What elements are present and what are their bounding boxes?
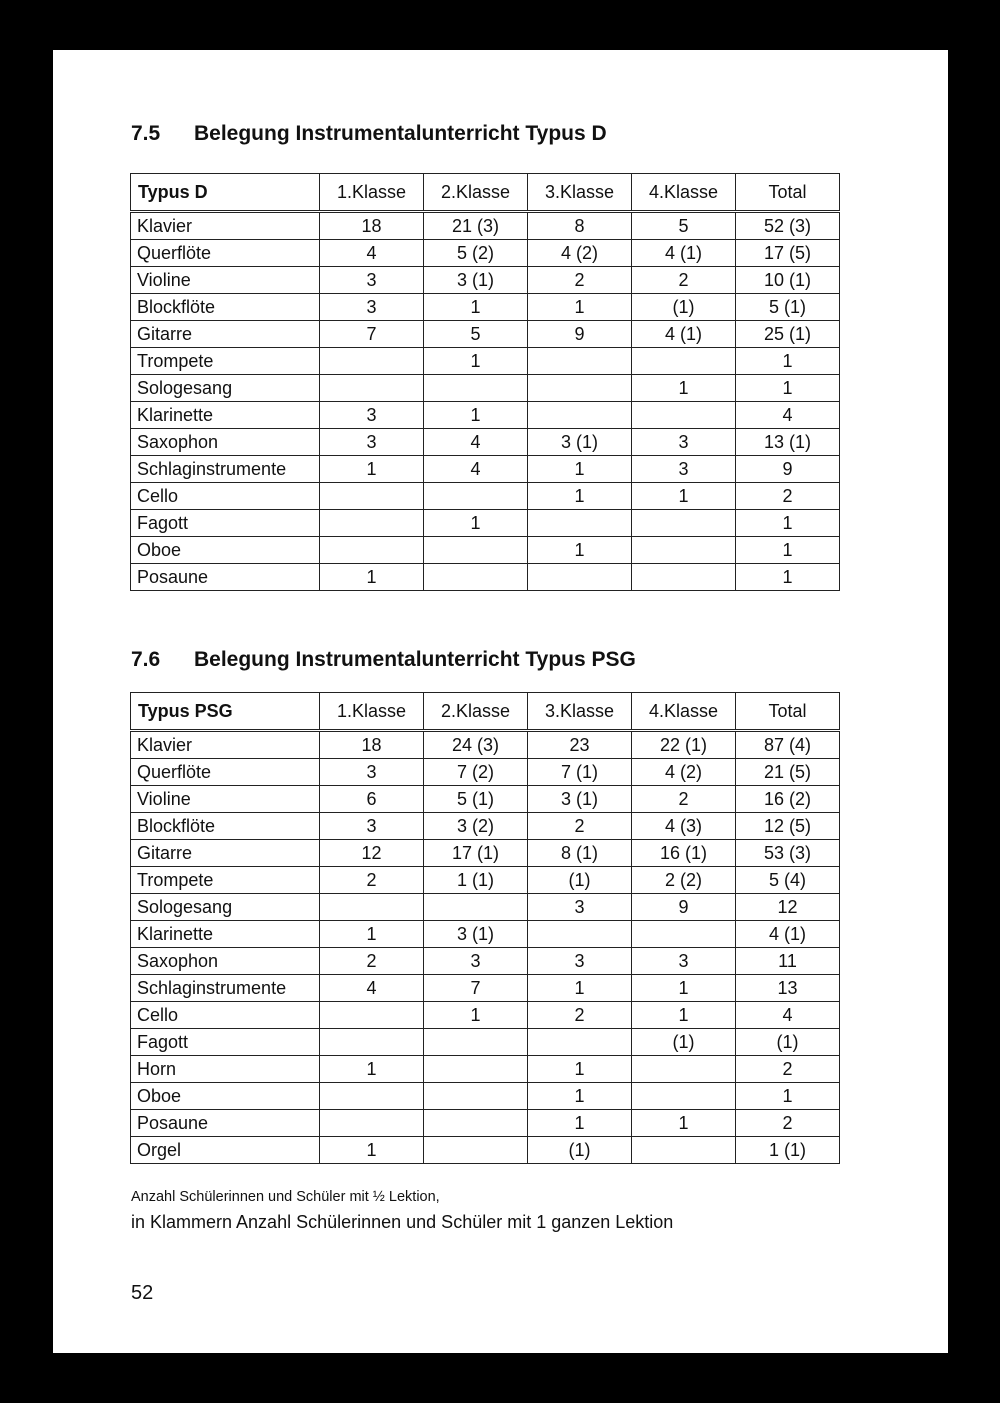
count-cell: 5 (4) xyxy=(736,867,840,894)
count-cell xyxy=(632,564,736,591)
count-cell: 1 xyxy=(736,537,840,564)
section-heading-7-5 xyxy=(131,122,607,146)
count-cell: 7 xyxy=(424,975,528,1002)
instrument-name-cell: Klarinette xyxy=(131,402,320,429)
section-title: Belegung Instrumentalunterricht Typus PSG xyxy=(194,648,636,671)
count-cell: 3 xyxy=(528,894,632,921)
count-cell: 16 (1) xyxy=(632,840,736,867)
count-cell: 12 (5) xyxy=(736,813,840,840)
column-header: 4.Klasse xyxy=(632,693,736,731)
table-row xyxy=(131,894,840,921)
count-cell xyxy=(320,1083,424,1110)
count-cell: 4 xyxy=(320,975,424,1002)
instrument-name-cell: Posaune xyxy=(131,1110,320,1137)
count-cell: 4 (2) xyxy=(632,759,736,786)
table-row xyxy=(131,1083,840,1110)
count-cell xyxy=(424,1056,528,1083)
table-row xyxy=(131,975,840,1002)
count-cell: 3 xyxy=(320,759,424,786)
count-cell: 7 xyxy=(320,321,424,348)
column-header: 1.Klasse xyxy=(320,693,424,731)
count-cell: 3 (1) xyxy=(424,921,528,948)
table-row xyxy=(131,813,840,840)
count-cell xyxy=(424,564,528,591)
count-cell: 3 (2) xyxy=(424,813,528,840)
count-cell: 6 xyxy=(320,786,424,813)
count-cell xyxy=(424,375,528,402)
instrument-name-cell: Trompete xyxy=(131,348,320,375)
count-cell: 5 (1) xyxy=(736,294,840,321)
count-cell xyxy=(424,1110,528,1137)
count-cell: 1 xyxy=(528,456,632,483)
count-cell: 22 (1) xyxy=(632,731,736,759)
count-cell: 9 xyxy=(736,456,840,483)
count-cell: 3 xyxy=(632,429,736,456)
section-number: 7.6 xyxy=(131,648,161,671)
count-cell: 2 xyxy=(320,948,424,975)
instrument-name-cell: Orgel xyxy=(131,1137,320,1164)
count-cell: 1 xyxy=(320,1137,424,1164)
count-cell: 2 xyxy=(528,1002,632,1029)
column-header: 3.Klasse xyxy=(528,174,632,212)
count-cell: 3 xyxy=(320,429,424,456)
count-cell: 1 xyxy=(424,402,528,429)
count-cell xyxy=(320,483,424,510)
count-cell: 3 (1) xyxy=(528,786,632,813)
count-cell: 1 xyxy=(528,1110,632,1137)
table-row xyxy=(131,731,840,759)
page-number: 52 xyxy=(131,1282,154,1304)
count-cell: 3 xyxy=(320,813,424,840)
table-row xyxy=(131,402,840,429)
count-cell: (1) xyxy=(632,294,736,321)
count-cell: 4 (2) xyxy=(528,240,632,267)
count-cell: 1 (1) xyxy=(736,1137,840,1164)
count-cell: 2 xyxy=(736,1110,840,1137)
count-cell xyxy=(632,348,736,375)
count-cell xyxy=(632,510,736,537)
column-header: Typus D xyxy=(131,174,320,212)
table-row xyxy=(131,1110,840,1137)
count-cell: 1 xyxy=(632,375,736,402)
count-cell: 18 xyxy=(320,212,424,240)
instrument-name-cell: Querflöte xyxy=(131,759,320,786)
column-header: 3.Klasse xyxy=(528,693,632,731)
table-row xyxy=(131,510,840,537)
count-cell xyxy=(320,510,424,537)
count-cell: 1 xyxy=(320,456,424,483)
count-cell: 1 xyxy=(632,1002,736,1029)
count-cell xyxy=(528,402,632,429)
footnote-full-lesson: in Klammern Anzahl Schülerinnen und Schüler mit 1 ganzen Lektion xyxy=(131,1212,674,1232)
count-cell xyxy=(424,894,528,921)
count-cell: 3 xyxy=(632,456,736,483)
table-row xyxy=(131,537,840,564)
table-row xyxy=(131,456,840,483)
count-cell: (1) xyxy=(736,1029,840,1056)
table-row xyxy=(131,840,840,867)
table-typus-psg xyxy=(130,692,840,1164)
instrument-name-cell: Cello xyxy=(131,483,320,510)
instrument-name-cell: Trompete xyxy=(131,867,320,894)
instrument-name-cell: Posaune xyxy=(131,564,320,591)
instrument-name-cell: Klavier xyxy=(131,731,320,759)
count-cell: 1 xyxy=(528,1056,632,1083)
count-cell: 5 (1) xyxy=(424,786,528,813)
count-cell: 1 xyxy=(320,564,424,591)
document-page xyxy=(53,50,948,1353)
count-cell xyxy=(320,375,424,402)
table-row xyxy=(131,267,840,294)
count-cell xyxy=(632,921,736,948)
column-header: Total xyxy=(736,693,840,731)
instrument-name-cell: Gitarre xyxy=(131,840,320,867)
count-cell: 4 xyxy=(736,402,840,429)
count-cell: 2 xyxy=(736,483,840,510)
count-cell: 2 xyxy=(632,267,736,294)
count-cell xyxy=(632,402,736,429)
table-row xyxy=(131,483,840,510)
table-row xyxy=(131,1029,840,1056)
count-cell: 1 xyxy=(632,483,736,510)
count-cell: 4 (1) xyxy=(632,321,736,348)
count-cell: 52 (3) xyxy=(736,212,840,240)
count-cell xyxy=(320,894,424,921)
section-number: 7.5 xyxy=(131,122,161,145)
count-cell: 21 (5) xyxy=(736,759,840,786)
count-cell: 12 xyxy=(320,840,424,867)
table-row xyxy=(131,375,840,402)
count-cell xyxy=(320,1110,424,1137)
count-cell: 4 xyxy=(320,240,424,267)
table-row xyxy=(131,1056,840,1083)
count-cell xyxy=(424,483,528,510)
count-cell xyxy=(528,564,632,591)
count-cell: 1 xyxy=(632,975,736,1002)
count-cell: 87 (4) xyxy=(736,731,840,759)
count-cell: 3 xyxy=(320,267,424,294)
instrument-name-cell: Schlaginstrumente xyxy=(131,456,320,483)
column-header: 1.Klasse xyxy=(320,174,424,212)
instrument-name-cell: Klarinette xyxy=(131,921,320,948)
table-header-row xyxy=(131,693,840,731)
count-cell xyxy=(528,921,632,948)
count-cell xyxy=(320,1002,424,1029)
instrument-name-cell: Blockflöte xyxy=(131,813,320,840)
table-row xyxy=(131,867,840,894)
count-cell xyxy=(424,537,528,564)
instrument-name-cell: Gitarre xyxy=(131,321,320,348)
count-cell xyxy=(424,1137,528,1164)
count-cell: 10 (1) xyxy=(736,267,840,294)
table-row xyxy=(131,948,840,975)
count-cell: 3 xyxy=(424,948,528,975)
count-cell: 1 xyxy=(320,921,424,948)
instrument-name-cell: Violine xyxy=(131,786,320,813)
instrument-name-cell: Violine xyxy=(131,267,320,294)
table-row xyxy=(131,786,840,813)
table-row xyxy=(131,921,840,948)
count-cell: 1 xyxy=(320,1056,424,1083)
count-cell: 4 xyxy=(736,1002,840,1029)
count-cell: 1 xyxy=(736,510,840,537)
count-cell: 1 xyxy=(528,975,632,1002)
table-row xyxy=(131,212,840,240)
count-cell xyxy=(632,537,736,564)
instrument-name-cell: Saxophon xyxy=(131,429,320,456)
count-cell: 4 (3) xyxy=(632,813,736,840)
count-cell: 5 xyxy=(632,212,736,240)
table-row xyxy=(131,1002,840,1029)
count-cell: 5 (2) xyxy=(424,240,528,267)
count-cell: (1) xyxy=(528,867,632,894)
count-cell: 2 xyxy=(632,786,736,813)
footnote-half-lesson: Anzahl Schülerinnen und Schüler mit ½ Lektion, xyxy=(131,1189,440,1205)
column-header: Total xyxy=(736,174,840,212)
count-cell xyxy=(528,348,632,375)
column-header: 4.Klasse xyxy=(632,174,736,212)
count-cell: 11 xyxy=(736,948,840,975)
count-cell: 13 (1) xyxy=(736,429,840,456)
count-cell: 7 (1) xyxy=(528,759,632,786)
count-cell xyxy=(320,348,424,375)
table-row xyxy=(131,429,840,456)
count-cell: 1 xyxy=(424,294,528,321)
count-cell: 13 xyxy=(736,975,840,1002)
table-row xyxy=(131,564,840,591)
count-cell: (1) xyxy=(528,1137,632,1164)
count-cell xyxy=(528,375,632,402)
count-cell: 7 (2) xyxy=(424,759,528,786)
count-cell: (1) xyxy=(632,1029,736,1056)
table-header-row xyxy=(131,174,840,212)
count-cell: 1 xyxy=(528,483,632,510)
count-cell: 12 xyxy=(736,894,840,921)
count-cell: 3 (1) xyxy=(424,267,528,294)
count-cell: 2 xyxy=(320,867,424,894)
count-cell: 3 (1) xyxy=(528,429,632,456)
count-cell: 8 xyxy=(528,212,632,240)
count-cell: 3 xyxy=(320,402,424,429)
count-cell xyxy=(424,1029,528,1056)
table-row xyxy=(131,321,840,348)
section-title: Belegung Instrumentalunterricht Typus D xyxy=(194,122,607,145)
count-cell: 1 xyxy=(528,294,632,321)
count-cell xyxy=(528,1029,632,1056)
table-row xyxy=(131,240,840,267)
count-cell: 17 (1) xyxy=(424,840,528,867)
count-cell: 5 xyxy=(424,321,528,348)
table-row xyxy=(131,1137,840,1164)
count-cell: 3 xyxy=(528,948,632,975)
count-cell: 4 (1) xyxy=(736,921,840,948)
table-row xyxy=(131,294,840,321)
count-cell: 2 xyxy=(528,813,632,840)
instrument-name-cell: Horn xyxy=(131,1056,320,1083)
count-cell: 1 xyxy=(736,564,840,591)
instrument-name-cell: Klavier xyxy=(131,212,320,240)
count-cell: 3 xyxy=(320,294,424,321)
count-cell: 1 xyxy=(424,510,528,537)
count-cell: 1 xyxy=(736,348,840,375)
count-cell: 17 (5) xyxy=(736,240,840,267)
count-cell: 9 xyxy=(528,321,632,348)
count-cell: 4 xyxy=(424,429,528,456)
instrument-name-cell: Schlaginstrumente xyxy=(131,975,320,1002)
count-cell: 1 (1) xyxy=(424,867,528,894)
column-header: Typus PSG xyxy=(131,693,320,731)
count-cell: 1 xyxy=(736,1083,840,1110)
count-cell: 2 xyxy=(528,267,632,294)
count-cell: 2 (2) xyxy=(632,867,736,894)
instrument-name-cell: Fagott xyxy=(131,1029,320,1056)
table-typus-d xyxy=(130,173,840,591)
column-header: 2.Klasse xyxy=(424,693,528,731)
count-cell: 2 xyxy=(736,1056,840,1083)
count-cell: 53 (3) xyxy=(736,840,840,867)
count-cell: 1 xyxy=(424,348,528,375)
count-cell: 23 xyxy=(528,731,632,759)
instrument-name-cell: Sologesang xyxy=(131,894,320,921)
instrument-name-cell: Cello xyxy=(131,1002,320,1029)
count-cell: 18 xyxy=(320,731,424,759)
instrument-name-cell: Fagott xyxy=(131,510,320,537)
count-cell: 21 (3) xyxy=(424,212,528,240)
count-cell: 3 xyxy=(632,948,736,975)
count-cell xyxy=(632,1083,736,1110)
count-cell xyxy=(528,510,632,537)
count-cell: 1 xyxy=(424,1002,528,1029)
count-cell: 1 xyxy=(632,1110,736,1137)
instrument-name-cell: Blockflöte xyxy=(131,294,320,321)
count-cell xyxy=(632,1056,736,1083)
column-header: 2.Klasse xyxy=(424,174,528,212)
count-cell: 1 xyxy=(528,537,632,564)
table-row xyxy=(131,348,840,375)
count-cell: 25 (1) xyxy=(736,321,840,348)
instrument-name-cell: Querflöte xyxy=(131,240,320,267)
count-cell xyxy=(632,1137,736,1164)
count-cell: 4 (1) xyxy=(632,240,736,267)
count-cell: 16 (2) xyxy=(736,786,840,813)
count-cell xyxy=(424,1083,528,1110)
count-cell xyxy=(320,1029,424,1056)
count-cell: 8 (1) xyxy=(528,840,632,867)
section-heading-7-6 xyxy=(131,648,636,672)
count-cell xyxy=(320,537,424,564)
instrument-name-cell: Oboe xyxy=(131,1083,320,1110)
instrument-name-cell: Saxophon xyxy=(131,948,320,975)
instrument-name-cell: Sologesang xyxy=(131,375,320,402)
instrument-name-cell: Oboe xyxy=(131,537,320,564)
count-cell: 4 xyxy=(424,456,528,483)
count-cell: 9 xyxy=(632,894,736,921)
table-row xyxy=(131,759,840,786)
count-cell: 24 (3) xyxy=(424,731,528,759)
count-cell: 1 xyxy=(736,375,840,402)
count-cell: 1 xyxy=(528,1083,632,1110)
